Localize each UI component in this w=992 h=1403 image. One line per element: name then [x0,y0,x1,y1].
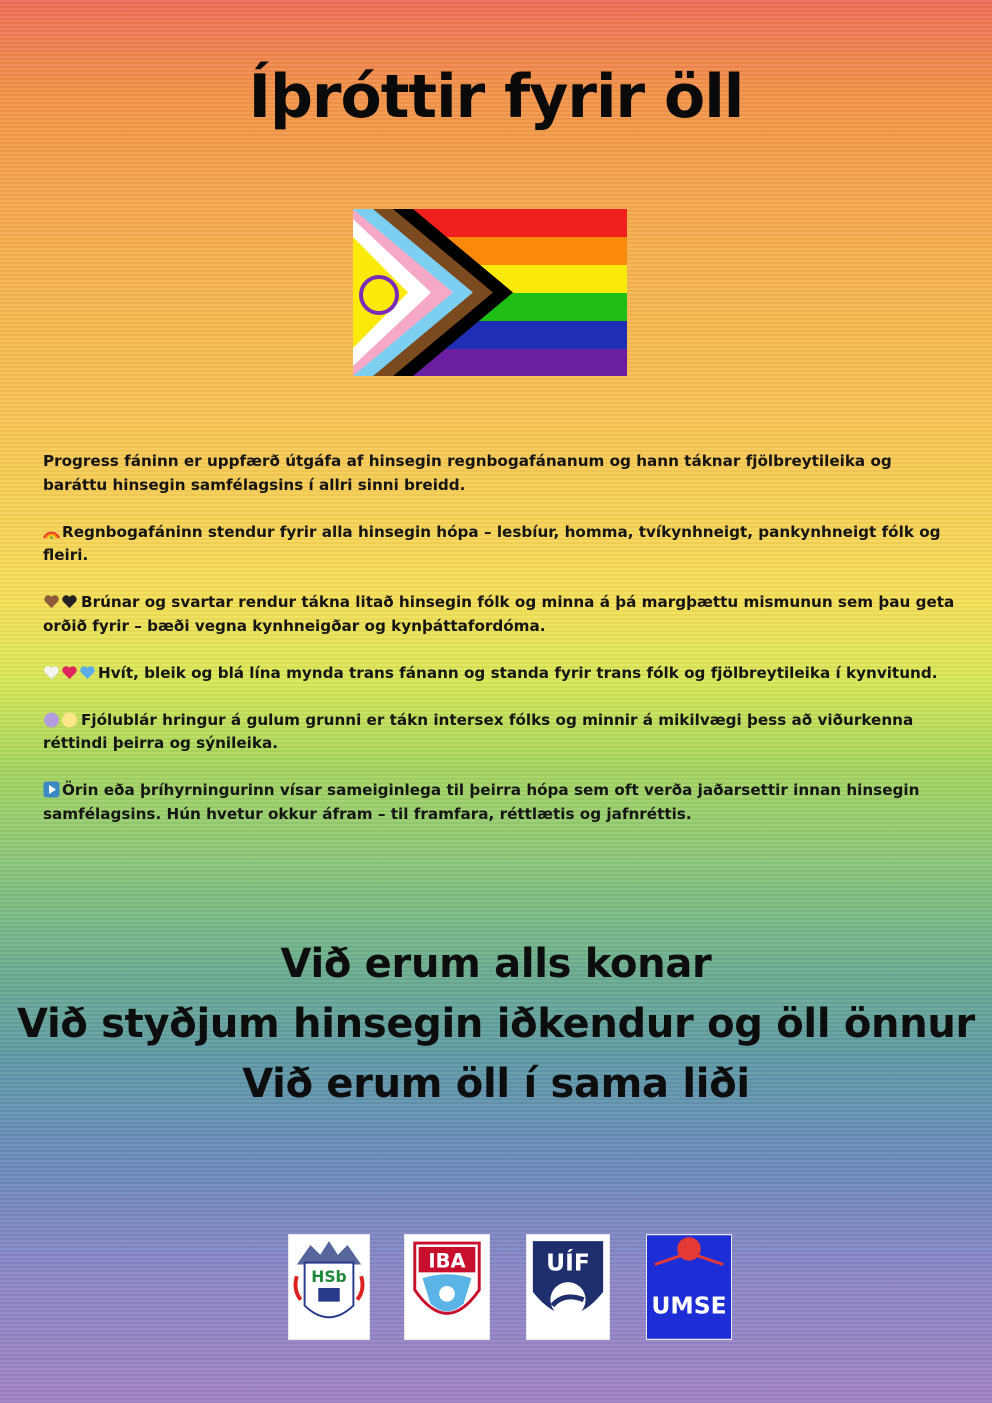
slogan-line: Við erum öll í sama liði [242,1061,750,1107]
white-pink-blue-hearts-icon [43,664,96,681]
svg-text:IBA: IBA [428,1249,466,1273]
brown-black-hearts-icon [43,593,79,610]
paragraph-brown-black: Brúnar og svartar rendur tákna litað hinsegin fólk og minna á þá margþættu mismunun sem þau geta orðið fyrir – bæði vegna kynhneigðar og kynþáttafordóma. [43,593,955,635]
paragraph-arrow: Örin eða þríhyrningurinn vísar sameiginlega til þeirra hópa sem oft verða jaðarsettir innan hinsegin samfélagsins. Hún hvetur okkur áfram – til framfara, réttlætis og jafnréttis. [43,781,920,823]
slogans [0,934,992,1114]
rainbow-icon [43,523,60,540]
description-text [43,450,955,850]
purple-yellow-circles-icon [43,711,79,728]
slogan-line: Við erum alls konar [280,941,712,987]
paragraph-rainbow: Regnbogafáninn stendur fyrir alla hinsegin hópa – lesbíur, homma, tvíkynhneigt, pankynhneigt fólk og fleiri. [43,522,941,564]
svg-text:HSb: HSb [311,1268,347,1287]
uif-logo [526,1234,610,1340]
svg-text:UÍF: UÍF [546,1248,590,1277]
paragraph-intro: Progress fáninn er uppfærð útgáfa af hinsegin regnbogafánanum og hann táknar fjölbreytileika og baráttu hinsegin samfélagsins í allri sinni breidd. [43,452,892,494]
progress-pride-flag-icon [353,209,627,376]
umse-logo [646,1234,732,1340]
play-arrow-icon [43,781,60,798]
svg-text:UMSE: UMSE [651,1291,727,1320]
paragraph-trans: Hvít, bleik og blá lína mynda trans fánann og standa fyrir trans fólk og fjölbreytileika í kynvitund. [43,662,955,686]
paragraph-intersex: Fjólublár hringur á gulum grunni er tákn intersex fólks og minnir á mikilvægi þess að viðurkenna réttindi þeirra og sýnileika. [43,710,914,752]
hsh-logo [288,1234,370,1340]
iba-logo [404,1234,490,1340]
slogan-line: Við styðjum hinsegin iðkendur og öll önnur [17,1001,975,1047]
progress-pride-flag [353,209,627,376]
sponsor-logos [0,1234,992,1344]
page-title: Íþróttir fyrir öll [248,62,744,132]
